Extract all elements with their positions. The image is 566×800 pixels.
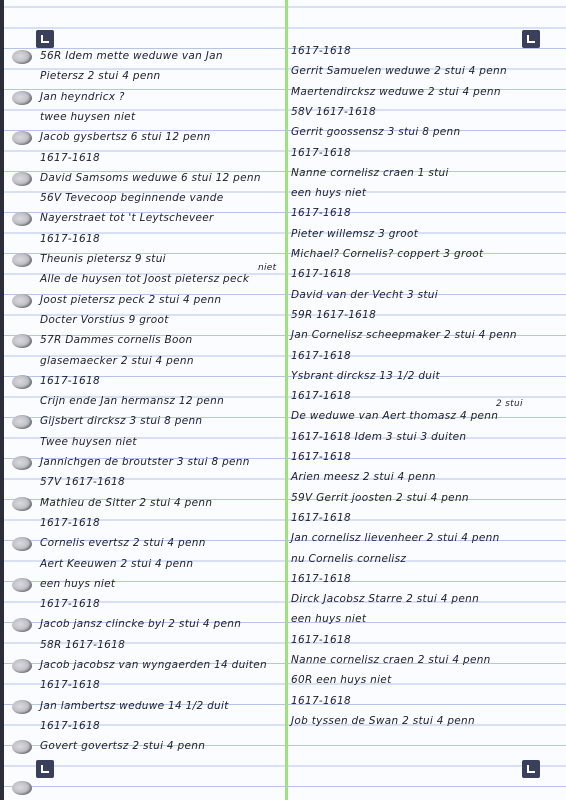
ledger-line: Jannichgen de broutster 3 stui 8 penn [40,456,250,468]
right-margin-note: 2 stui [496,399,523,409]
ledger-line: Gijsbert dircksz 3 stui 8 penn [40,415,203,428]
binder-hole [12,50,32,64]
ledger-line: Jan heyndricx ? [40,90,125,103]
ledger-line: 57R Dammes cornelis Boon [40,334,193,347]
ledger-line: David Samsoms weduwe 6 stui 12 penn [40,171,261,184]
ledger-line: 56V Tevecoop beginnende vande [40,192,224,205]
ledger-line: Jan lambertsz weduwe 14 1/2 duit [40,699,229,712]
corner-mark-icon [36,760,54,778]
ledger-line: De weduwe van Aert thomasz 4 penn [291,410,499,423]
binder-hole [12,91,32,105]
ledger-line: glasemaecker 2 stui 4 penn [40,354,194,367]
ledger-line: Docter Vorstius 9 groot [40,313,169,326]
left-margin-note: niet [258,263,277,273]
ledger-line: Cornelis evertsz 2 stui 4 penn [40,537,206,550]
binder-hole [12,740,32,754]
ledger-line: 1617-1618 [291,268,351,281]
ledger-line: Crijn ende Jan hermansz 12 penn [40,395,225,408]
corner-mark-icon [522,760,540,778]
ledger-line: 57V 1617-1618 [40,476,126,489]
binder-hole [12,700,32,714]
ledger-line: Mathieu de Sitter 2 stui 4 penn [40,496,213,509]
ledger-line: Nayerstraet tot 't Leytscheveer [40,212,214,225]
binder-hole [12,334,32,348]
ledger-line: Govert govertsz 2 stui 4 penn [40,740,206,753]
ledger-line: 58V 1617-1618 [291,105,377,118]
ledger-line: Pieter willemsz 3 groot [291,227,419,240]
ledger-line: Jacob jansz clincke byl 2 stui 4 penn [40,618,242,631]
ledger-line: Dirck Jacobsz Starre 2 stui 4 penn [291,593,480,606]
ledger-line: 1617-1618 [291,349,351,362]
ledger-line: 1617-1618 [291,694,351,707]
ledger-line: 1617-1618 [291,45,351,57]
ledger-line: Aert Keeuwen 2 stui 4 penn [40,557,194,570]
ledger-line: Maertendircksz weduwe 2 stui 4 penn [291,85,501,98]
ledger-line: 1617-1618 [40,679,100,692]
ledger-line: Jacob jacobsz van wyngaerden 14 duiten [40,659,267,671]
ledger-line: Gerrit goossensz 3 stui 8 penn [291,126,461,139]
ledger-line: David van der Vecht 3 stui [291,288,438,301]
binder-hole [12,253,32,267]
ledger-line: 1617-1618 [40,516,100,529]
ledger-line: Twee huysen niet [40,435,137,448]
ledger-line: Joost pietersz peck 2 stui 4 penn [40,293,222,306]
ledger-line: 1617-1618 [291,633,351,646]
margin-line [285,0,288,800]
ledger-line: Pietersz 2 stui 4 penn [40,70,161,83]
ledger-line: 58R 1617-1618 [40,638,126,651]
binder-holes [12,0,38,800]
ledger-line: Arien meesz 2 stui 4 penn [291,471,436,484]
ledger-line: een huys niet [40,577,116,590]
corner-mark-icon [36,30,54,48]
ledger-line: Alle de huysen tot Joost pietersz peck [40,273,250,286]
ledger-line: een huys niet [291,613,367,626]
binder-hole [12,497,32,511]
binder-hole [12,375,32,389]
binder-hole [12,294,32,308]
binder-hole [12,781,32,795]
ledger-line: Nanne cornelisz craen 2 stui 4 penn [291,654,491,666]
ledger-line: Jacob gysbertsz 6 stui 12 penn [40,131,211,144]
ledger-line: Nanne cornelisz craen 1 stui [291,166,449,179]
ledger-line: 1617-1618 [40,598,100,611]
binder-hole [12,578,32,592]
ledger-line: 1617-1618 [291,511,351,524]
ledger-line: 1617-1618 [291,146,351,159]
binder-hole [12,131,32,145]
ledger-line: 1617-1618 [291,390,351,403]
ledger-line: 1617-1618 [291,207,351,220]
ledger-line: twee huysen niet [40,110,136,123]
ledger-line: Jan Cornelisz scheepmaker 2 stui 4 penn [291,329,517,342]
binder-hole [12,659,32,673]
ledger-line: 60R een huys niet [291,674,392,687]
binder-hole [12,415,32,429]
ledger-line: 56R Idem mette weduwe van Jan [40,50,223,62]
ledger-line: 59R 1617-1618 [291,308,377,321]
ledger-line: 1617-1618 [291,451,351,463]
ledger-line: 1617-1618 [40,719,100,732]
ledger-line: Michael? Cornelis? coppert 3 groot [291,248,484,260]
binder-hole [12,212,32,226]
ledger-line: 1617-1618 [40,151,100,164]
corner-mark-icon [522,30,540,48]
ledger-line: nu Cornelis cornelisz [291,552,407,565]
binder-hole [12,172,32,186]
binder-hole [12,537,32,551]
binder-hole [12,618,32,632]
ledger-line: 59V Gerrit joosten 2 stui 4 penn [291,491,469,504]
binder-hole [12,456,32,470]
ledger-line: Theunis pietersz 9 stui [40,253,166,265]
ledger-line: 1617-1618 [40,374,100,387]
ledger-line: 1617-1618 Idem 3 stui 3 duiten [291,430,467,443]
ledger-line: een huys niet [291,187,367,200]
ledger-line: Ysbrant dircksz 13 1/2 duit [291,369,440,382]
ledger-line: Jan cornelisz lievenheer 2 stui 4 penn [291,532,500,545]
ledger-line: Job tyssen de Swan 2 stui 4 penn [291,714,475,727]
ledger-line: 1617-1618 [291,572,351,585]
ledger-line: 1617-1618 [40,232,100,245]
ledger-line: Gerrit Samuelen weduwe 2 stui 4 penn [291,65,507,78]
